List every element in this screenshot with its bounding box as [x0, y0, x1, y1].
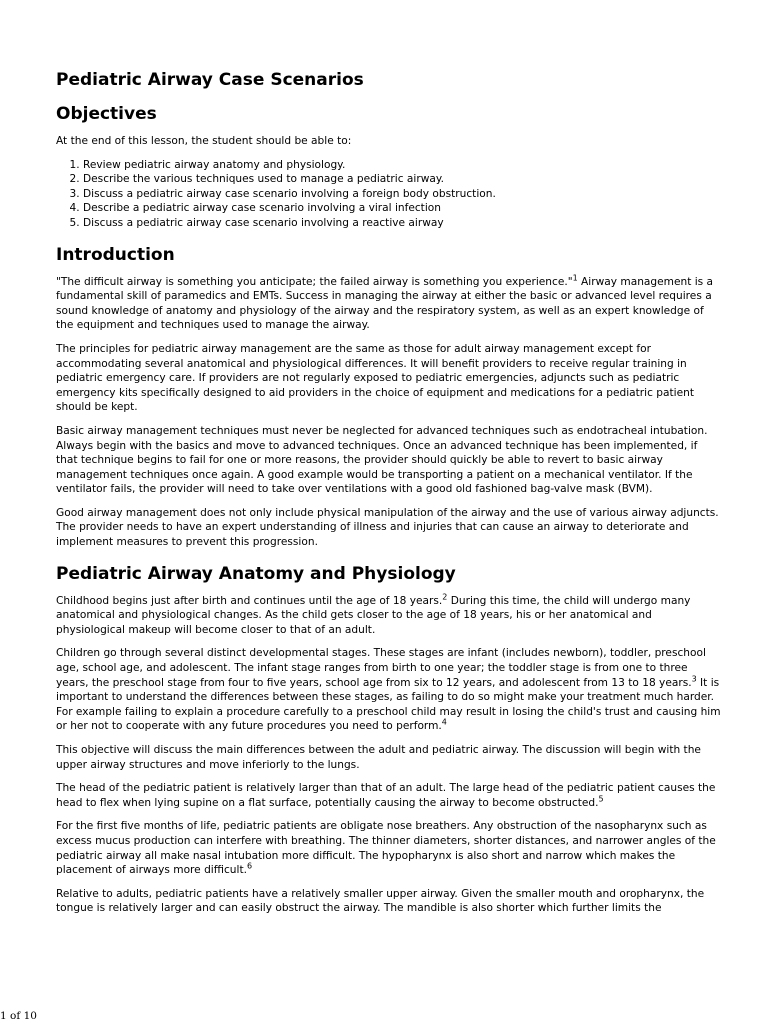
reference-marker: 4 — [441, 717, 447, 727]
introduction-paragraph: The principles for pediatric airway management are the same as those for adult airway management except for accommodating several anatomical and physiological differences. It will benefit providers to receive regular training in pediatric emergency care. If providers are not regularly exposed to pediatric emergencies, adjuncts such as pediatric emergency kits specifically designed to aid providers in the choice of equipment and medications for a pediatric patient should be kept. — [56, 342, 694, 414]
anatomy-paragraph — [56, 819, 722, 877]
anatomy-paragraph — [56, 594, 722, 638]
reference-marker: 5 — [598, 794, 604, 804]
introduction-paragraph: Good airway management does not only include physical manipulation of the airway and the use of various airway adjuncts. The provider needs to have an expert understanding of illness and injuries that can cause an airway to deteriorate and implement measures to prevent this progression. — [56, 506, 719, 549]
introduction-heading: Introduction — [56, 244, 175, 265]
objectives-heading: Objectives — [56, 104, 157, 124]
reference-marker: 1 — [572, 273, 578, 283]
reference-marker: 3 — [691, 674, 697, 684]
document-page — [56, 64, 722, 925]
page-number: 1 of 10 — [0, 1010, 37, 1022]
paragraph-text: "The difficult airway is something you anticipate; the failed airway is something you experience." — [56, 275, 573, 288]
objectives-list — [56, 158, 722, 231]
anatomy-heading: Pediatric Airway Anatomy and Physiology — [56, 563, 456, 584]
objective-item: 4. Describe a pediatric airway case scenario involving a viral infection — [83, 201, 722, 216]
paragraph-text: It is important to understand the differences between these stages, as failing to do so might make your treatment much harder. For example failing to explain a procedure carefully to a preschool child may result in losing the child's trust and causing him or her not to cooperate with any future procedures you need to perform. — [56, 676, 721, 733]
introduction-paragraph: Basic airway management techniques must never be neglected for advanced techniques such as endotracheal intubation. Always begin with the basics and move to advanced techniques. Once an advanced technique has been implemented, if that technique begins to fail for one or more reasons, the provider should quickly be able to revert to basic airway management techniques once again. A good example would be transporting a patient on a mechanical ventilator. If the ventilator fails, the provider will need to take over ventilations with a good old fashioned bag-valve mask (BVM). — [56, 424, 708, 496]
introduction-paragraph — [56, 275, 722, 333]
objective-item: 1. Review pediatric airway anatomy and physiology. — [83, 158, 722, 173]
anatomy-paragraph — [56, 781, 722, 810]
reference-marker: 6 — [246, 861, 253, 871]
objective-item: 3. Discuss a pediatric airway case scenario involving a foreign body obstruction. — [83, 187, 722, 202]
anatomy-paragraph: This objective will discuss the main differences between the adult and pediatric airway. The discussion will begin with the upper airway structures and move inferiorly to the lungs. — [56, 744, 701, 771]
objectives-intro: At the end of this lesson, the student should be able to: — [56, 135, 352, 147]
anatomy-paragraph — [56, 646, 722, 734]
paragraph-text: Airway management is a fundamental skill of paramedics and EMTs. Success in managing the airway at either the basic or advanced level requires a sound knowledge of anatomy and physiology of the airway and the respiratory system, as well as an expert knowledge of the equipment and techniques used to manage the airway. — [56, 275, 714, 332]
paragraph-text: The head of the pediatric patient is relatively larger than that of an adult. The large head of the pediatric patient causes the head to flex when lying supine on a flat surface, potentially causing the airway to become obstructed. — [56, 782, 716, 809]
paragraph-text: Children go through several distinct developmental stages. These stages are infant (includes newborn), toddler, preschool age, school age, and adolescent. The infant stage ranges from birth to one year; the toddler stage is from one to three years, the preschool stage from four to five years, school age from six to 12 years, and adolescent from 13 to 18 years. — [56, 647, 706, 689]
anatomy-paragraph: Relative to adults, pediatric patients have a relatively smaller upper airway. Given the smaller mouth and oropharynx, the tongue is relatively larger and can easily obstruct the airway. The mandible is also shorter which further limits the — [56, 887, 705, 915]
paragraph-text: For the first five months of life, pediatric patients are obligate nose breathers. Any obstruction of the nasopharynx such as excess mucus production can interfere with breathing. The thinner diameters, shorter distances, and narrower angles of the pediatric airway all make nasal intubation more difficult. The hypopharynx is also short and narrow which makes the placement of airways more difficult. — [56, 820, 716, 877]
objective-item: 5. Discuss a pediatric airway case scenario involving a reactive airway — [83, 216, 722, 231]
page-title: Pediatric Airway Case Scenarios — [56, 70, 364, 90]
objective-item: 2. Describe the various techniques used to manage a pediatric airway. — [83, 172, 722, 187]
paragraph-text: Childhood begins just after birth and continues until the age of 18 years. — [56, 594, 443, 607]
reference-marker: 2 — [442, 592, 448, 602]
paragraph-text: During this time, the child will undergo many anatomical and physiological changes. As the child gets closer to the age of 18 years, his or her anatomical and physiological makeup will become closer to that of an adult. — [56, 594, 691, 636]
